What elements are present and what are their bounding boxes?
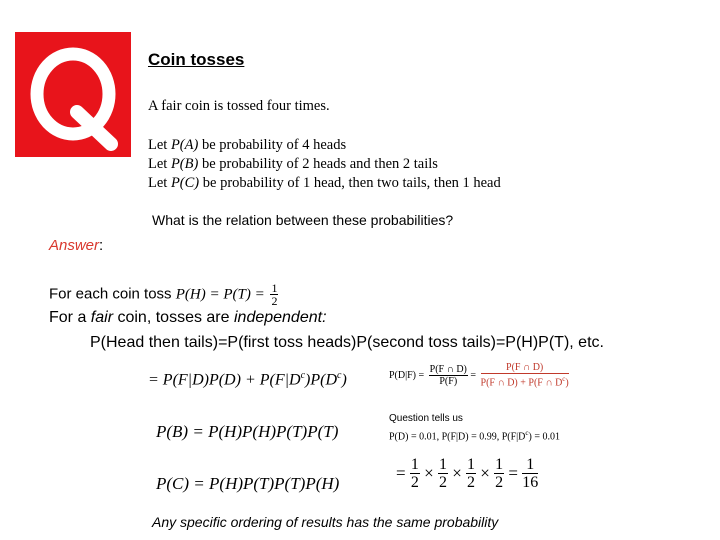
definition-c: Let P(C) be probability of 1 head, then two tails, then 1 head bbox=[148, 175, 501, 191]
probability-calculation: = $\frac{1}{2}$ × $\frac{1}{2}$ × $\frac{1}{2}$ × $\frac{1}{2}$ = $\frac{1}{16}$ bbox=[396, 456, 539, 491]
relation-question: What is the relation between these probabilities? bbox=[152, 212, 454, 228]
formula-total-probability: = $P(F|D)P(D) + P(F|D^c)P(D^c)$ bbox=[148, 370, 347, 389]
each-toss-statement: For each coin toss P(H) = P(T) = $\frac{1}{2}$ bbox=[49, 281, 278, 308]
q-logo bbox=[15, 32, 131, 157]
fair-coin-statement: For a fair coin, tosses are independent: bbox=[49, 309, 327, 326]
definition-b: Let P(B) be probability of 2 heads and then 2 tails bbox=[148, 156, 438, 172]
formula-pc: P(C) = P(H)P(T)P(T)P(H) bbox=[156, 474, 340, 493]
given-values bbox=[389, 413, 560, 442]
formula-pb: P(B) = P(H)P(H)P(T)P(T) bbox=[156, 422, 339, 441]
question-text: A fair coin is tossed four times. bbox=[148, 98, 330, 114]
footer-note: Any specific ordering of results has the same probability bbox=[152, 514, 499, 530]
given-line: P(D) = 0.01, P(F|D) = 0.99, $P(F|D^c) = 0.01$ bbox=[389, 429, 560, 443]
bayes-formula: P(D|F) = $\frac{P(F \cap D)}{P(F)}$ = $\frac{P(F \cap D)}{P(F \cap D) + P(F \cap D^c)}$ bbox=[389, 362, 569, 389]
q-letter-icon bbox=[15, 32, 131, 157]
definition-a: Let P(A) be probability of 4 heads bbox=[148, 137, 347, 153]
answer-label: Answer: bbox=[49, 237, 104, 254]
product-rule: P(Head then tails)=P(first toss heads)P(second toss tails)=P(H)P(T), etc. bbox=[90, 334, 604, 351]
page-title: Coin tosses bbox=[148, 50, 245, 69]
given-title: Question tells us bbox=[389, 413, 463, 424]
